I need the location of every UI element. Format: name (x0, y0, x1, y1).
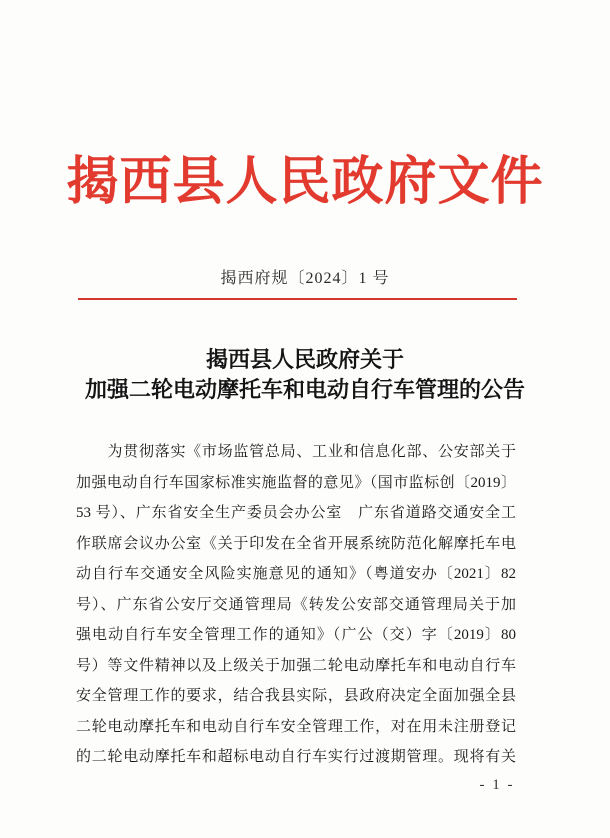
body-line: 加强电动自行车国家标准实施监督的意见》（国市监标创〔2019〕 (76, 474, 516, 491)
red-divider-line (78, 298, 517, 300)
document-title-line-2: 加强二轮电动摩托车和电动自行车管理的公告 (84, 377, 525, 402)
document-title (0, 345, 610, 405)
body-line: 二轮电动摩托车和电动自行车安全管理工作，对在用未注册登记 (76, 718, 516, 735)
body-paragraph (76, 437, 516, 773)
body-line: 安全管理工作的要求，结合我县实际，县政府决定全面加强全县 (76, 688, 516, 704)
body-line: 的二轮电动摩托车和超标电动自行车实行过渡期管理。现将有关 (76, 749, 516, 765)
body-line: 动自行车交通安全风险实施意见的通知》（粤道安办〔2021〕82 (76, 566, 516, 582)
document-letterhead-title: 揭西县人民政府文件 (66, 154, 544, 211)
document-number: 揭西府规〔2024〕1 号 (220, 270, 390, 287)
page-number: - 1 - (479, 777, 515, 793)
body-line: 强电动自行车安全管理工作的通知》（广公（交）字〔2019〕80 (76, 627, 516, 643)
body-line: 53 号）、广东省安全生产委员会办公室 广东省道路交通安全工 (76, 505, 516, 521)
document-title-line-1: 揭西县人民政府关于 (205, 347, 404, 372)
body-line: 作联席会议办公室《关于印发在全省开展系统防范化解摩托车电 (76, 535, 516, 552)
body-line: 号）等文件精神以及上级关于加强二轮电动摩托车和电动自行车 (76, 657, 516, 674)
body-line: 号）、广东省公安厅交通管理局《转发公安部交通管理局关于加 (76, 596, 516, 613)
body-line: 为贯彻落实《市场监管总局、工业和信息化部、公安部关于 (76, 444, 516, 460)
